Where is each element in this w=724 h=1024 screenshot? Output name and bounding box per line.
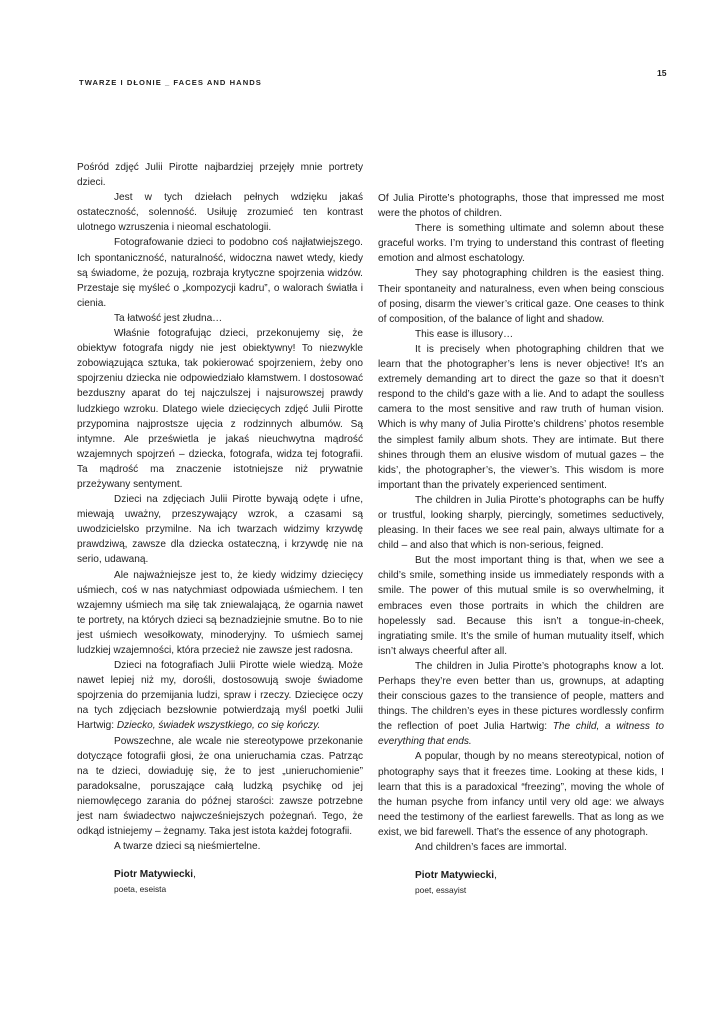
author-comma: , [193, 869, 196, 881]
author-comma: , [494, 870, 497, 882]
signature [77, 868, 363, 896]
signature [378, 869, 664, 897]
paragraph: Fotografowanie dzieci to podobno coś najłatwiejszego. Ich spontaniczność, naturalność, widoczna nawet wtedy, kiedy są świadome, że pozują, rozbraja krytyczne spojrzenia widzów. Przestaje się myśleć o „kompozycji kadru”, o walorach światła i cienia. [77, 237, 363, 309]
paragraph: This ease is illusory… [415, 328, 514, 340]
polish-column [77, 160, 363, 896]
paragraph: Powszechne, ale wcale nie stereotypowe przekonanie dotyczące fotografii głosi, że ona unieruchamia czas. Patrząc na te dzieci, dowiaduję się, że to jest „unieruchomienie” paradoksalne, poruszające całą ludzką psychikę od jej niemowlęcego zarania do późnej starości: zawsze potrzebne jest nam świadectwo najwcześniejszych pożegnań. Tego, że odkąd istniejemy – żegnamy. Taka jest istota każdej fotografii. [77, 735, 363, 838]
paragraph: A twarze dzieci są nieśmiertelne. [114, 841, 261, 853]
paragraph: They say photographing children is the easiest thing. Their spontaneity and naturalness, even when being conscious of posing, disarm the viewer’s critical gaze. One ceases to think of composition, of the balance of light and shadow. [378, 268, 664, 325]
paragraph: There is something ultimate and solemn about these graceful works. I’m trying to understand this contrast of fleeting emotion and almost eschatology. [378, 223, 664, 265]
paragraph-text: Dzieci na fotografiach Julii Pirotte wiele wiedzą. Może nawet lepiej niż my, dorośli, dostosowują swoje świadome spojrzenia do przemijania ludzi, spraw i rzeczy. Dziecięce oczy na tych zdjęciach bezsłownie potwierdzają myśl poetki Julii Hartwig: [77, 660, 363, 732]
paragraph-with-quote [378, 659, 664, 750]
paragraph: And children’s faces are immortal. [415, 842, 567, 854]
paragraph: Ta łatwość jest złudna… [114, 312, 223, 324]
paragraph: Jest w tych dziełach pełnych wdzięku jakaś ostateczność, solenność. Usiłuję zrozumieć ten kontrast ulotnego wzruszenia i nieomal eschatologii. [77, 192, 363, 234]
author-name: Piotr Matywiecki [415, 870, 495, 882]
english-column [378, 191, 664, 897]
poem-quote: The child, a witness to everything that ends. [378, 721, 664, 748]
paragraph: Właśnie fotografując dzieci, przekonujemy się, że obiektyw fotografa nigdy nie jest obiektywny! To niezwykle zobowiązująca sztuka, tak pokierować spojrzeniem, żeby ono spojrzeniu dziecka nie odpowiedziało kłamstwem. I dostosować bezduszny aparat do tej najczulszej i najsurowszej prawdy ludzkiego wzroku. Dlatego wiele dziecięcych zdjęć Julii Pirotte przypomina najprostsze ujęcia z rodzinnych albumów. Są intymne. Ale prześwietla je jakaś nieuchwytna mądrość wzajemnych spojrzeń – dziecka, fotografa, widza tej fotografii. Ta mądrość ma znaczenie istotniejsze niż prywatnie przeżywany sentyment. [77, 328, 363, 490]
running-title: TWARZE I DŁONIE _ FACES AND HANDS [79, 78, 262, 87]
author-line [114, 868, 363, 882]
paragraph: Dzieci na zdjęciach Julii Pirotte bywają odęte i ufne, miewają uważny, przeszywający wzrok, a czasami są uwodzicielsko przymilne. Na ich twarzach widzimy krzywdę prawdziwą, zawsze dla dziecka ostateczną, i krzywdę nie na serio, udawaną. [77, 494, 363, 566]
paragraph: Of Julia Pirotte’s photographs, those that impressed me most were the photos of children. [378, 193, 664, 220]
paragraph: The children in Julia Pirotte’s photographs can be huffy or trustful, looking sharply, piercingly, sometimes seductively, pleasing. In their faces we see real pain, always ultimate for a child – and also that which is non-serious, feigned. [378, 494, 664, 552]
paragraph-text: The children in Julia Pirotte’s photographs know a lot. Perhaps they’re even better than us, grownups, at adapting their conscious gazes to the transience of people, matters and things. The children’s eyes in these pictures wordlessly confirm the reflection of poet Julia Hartwig: [378, 660, 664, 733]
paragraph-with-quote [77, 658, 363, 733]
paragraph: Pośród zdjęć Julii Pirotte najbardziej przejęły mnie portrety dzieci. [77, 162, 363, 189]
paragraph: A popular, though by no means stereotypical, notion of photography says that it freezes time. Looking at these kids, I learn that this is a paradoxical “freezing”, moving the whole of the human psyche from infancy until very old age: we always need the testimony of the earliest farewells. That as long as we exist, we bid farewell. That’s the essence of any photograph. [378, 751, 664, 838]
author-line [415, 869, 664, 883]
author-role: poet, essayist [415, 885, 467, 896]
paragraph: But the most important thing is that, when we see a child’s smile, something inside us immediately responds with a smile. The power of this mutual smile is so overwhelming, it embraces even those portraits in which the children are hopelessly sad. Because this isn’t a tongue-in-cheek, ingratiating smile. It’s the smile of human mutuality itself, which isn’t always cheerful after all. [378, 555, 664, 657]
author-role: poeta, eseista [114, 884, 167, 895]
paragraph: Ale najważniejsze jest to, że kiedy widzimy dziecięcy uśmiech, coś w nas natychmiast odpowiada uśmiechem. I ten wzajemny uśmiech ma siłę tak zniewalającą, że ogarnia nawet te portrety, na których dzieci są beznadziejnie smutne. Bo to nie jest uśmiech wesołkowaty, minoderyjny. To uśmiech samej ludzkiej wzajemności, która przecież nie zawsze jest radosna. [77, 569, 363, 656]
author-name: Piotr Matywiecki [114, 869, 194, 881]
paragraph: It is precisely when photographing children that we learn that the photographer’s lens is never objective! It’s an extremely demanding art to direct the gaze so that it doesn’t respond to the child’s gaze with a lie. And to adapt the soulless camera to the most sensitive and raw truth of human vision. Which is why many of Julia Pirotte’s childrens’ photos resemble the simplest family album shots. They are intimate. But there shines through them an elusive wisdom of mutual gazes – the kids’, the photographer’s, the viewer’s. This wisdom is more important than the privately experienced sentiment. [378, 343, 664, 491]
poem-quote: Dziecko, świadek wszystkiego, co się kończy. [116, 720, 321, 732]
page-number: 15 [657, 68, 667, 78]
